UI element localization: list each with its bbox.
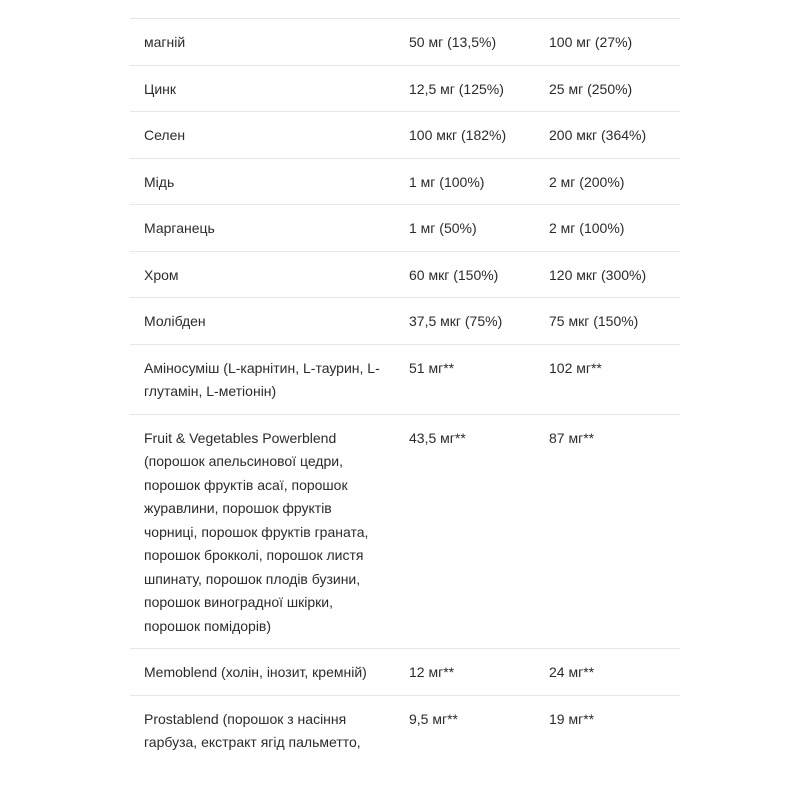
table-row — [130, 344, 680, 414]
nutrient-name: Цинк — [144, 80, 177, 97]
nutrient-name: Memoblend (холін, інозит, кремній) — [144, 664, 367, 680]
table-row — [130, 65, 680, 112]
single-dose-amount: 1 мг (50%) — [409, 220, 477, 236]
table-row — [130, 158, 680, 205]
table-row — [130, 19, 680, 66]
nutrition-table — [130, 18, 680, 765]
double-dose-amount: 25 мг (250%) — [549, 80, 633, 97]
table-row — [130, 695, 680, 765]
double-dose-amount: 87 мг** — [549, 429, 595, 446]
table-row — [130, 112, 680, 159]
double-dose-amount: 19 мг** — [549, 710, 595, 727]
single-dose-amount: 43,5 мг** — [409, 429, 466, 446]
table-row — [130, 414, 680, 649]
nutrient-name: Fruit & Vegetables Powerblend (порошок апельсинової цедри, порошок фруктів асаї, порошок журавлини, порошок фруктів чорниці, порошок фруктів граната, порошок брокколі, порошок листя шпинату, порошок плодів бузини, порошок виноградної шкірки, порошок помідорів) — [144, 429, 369, 634]
nutrient-name: Молібден — [144, 313, 206, 329]
double-dose-amount: 2 мг (100%) — [549, 220, 625, 236]
table-row — [130, 649, 680, 696]
nutrient-name: Аміносуміш (L-карнітин, L-таурин, L-глутамін, L-метіонін) — [144, 359, 380, 399]
nutrient-name: Prostablend (порошок з насіння гарбуза, екстракт ягід пальметто, — [144, 710, 361, 750]
nutrition-table-body — [130, 19, 680, 765]
single-dose-amount: 12 мг** — [409, 664, 455, 680]
nutrient-name: Селен — [144, 127, 186, 143]
single-dose-amount: 12,5 мг (125%) — [409, 80, 504, 97]
double-dose-amount: 200 мкг (364%) — [549, 127, 647, 143]
double-dose-amount: 75 мкг (150%) — [549, 313, 639, 329]
single-dose-amount: 100 мкг (182%) — [409, 127, 507, 143]
single-dose-amount: 9,5 мг** — [409, 710, 458, 727]
table-row — [130, 251, 680, 298]
single-dose-amount: 51 мг** — [409, 359, 455, 376]
double-dose-amount: 100 мг (27%) — [549, 34, 633, 50]
double-dose-amount: 102 мг** — [549, 359, 602, 376]
nutrient-name: Хром — [144, 266, 179, 283]
table-row — [130, 298, 680, 345]
double-dose-amount: 24 мг** — [549, 664, 595, 680]
single-dose-amount: 60 мкг (150%) — [409, 266, 499, 283]
single-dose-amount: 1 мг (100%) — [409, 173, 485, 190]
nutrient-name: Марганець — [144, 220, 215, 236]
single-dose-amount: 37,5 мкг (75%) — [409, 313, 503, 329]
nutrient-name: магній — [144, 34, 186, 50]
double-dose-amount: 2 мг (200%) — [549, 173, 625, 190]
nutrient-name: Мідь — [144, 173, 175, 190]
table-row — [130, 205, 680, 252]
double-dose-amount: 120 мкг (300%) — [549, 266, 647, 283]
single-dose-amount: 50 мг (13,5%) — [409, 34, 497, 50]
